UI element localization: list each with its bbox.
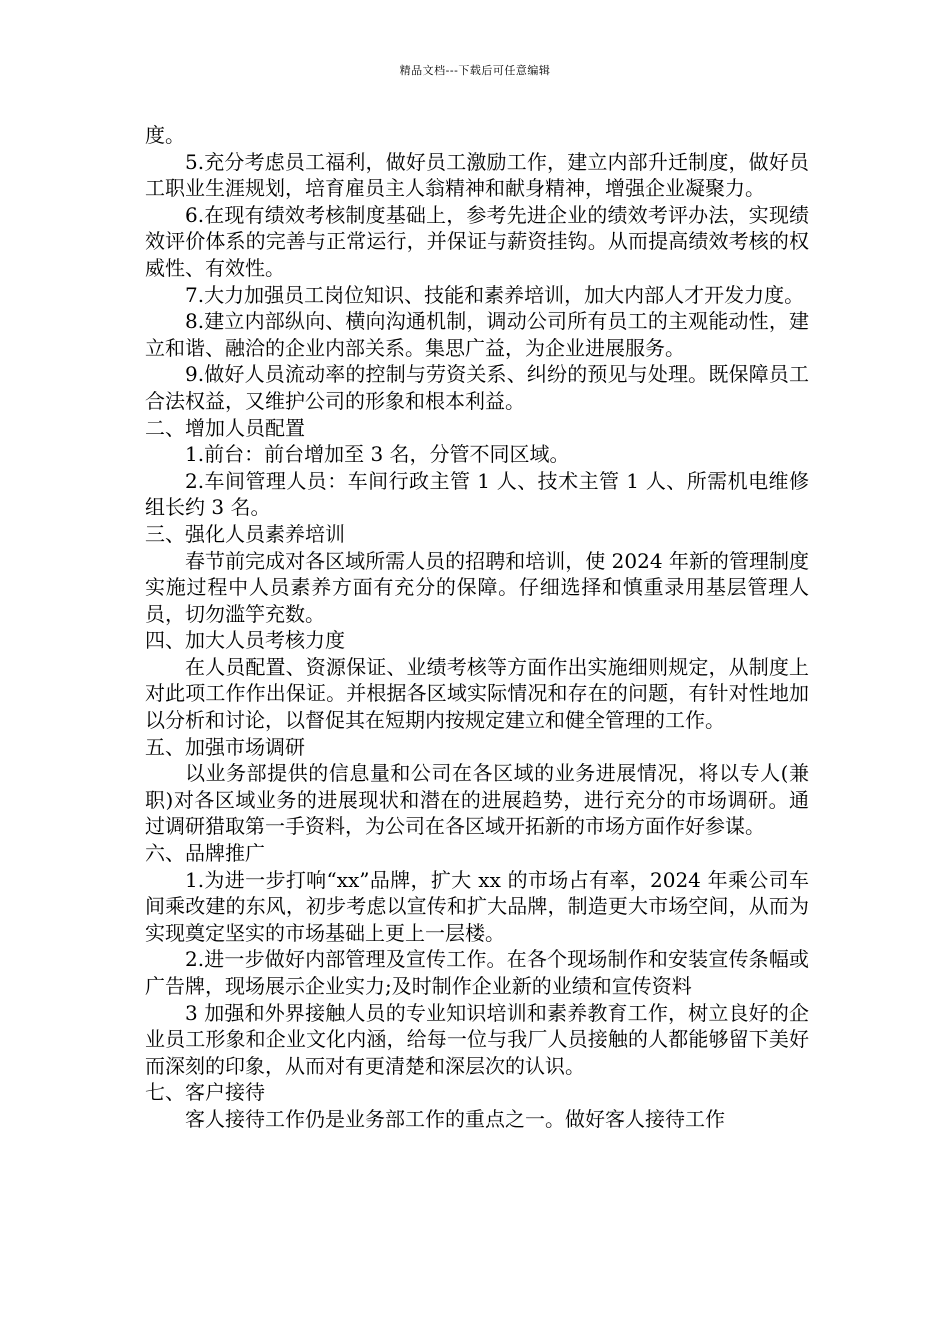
section-heading-6: 六、品牌推广 (145, 841, 265, 866)
section-heading-2: 二、增加人员配置 (145, 415, 305, 440)
paragraph-training: 春节前完成对各区域所需人员的招聘和培训，使 2024 年新的管理制度实施过程中人员素养方面有充分的保障。仔细选择和慎重录用基层管理人员，切勿滥竽充数。 (145, 548, 809, 626)
paragraph-workshop-staff: 2.车间管理人员：车间行政主管 1 人、技术主管 1 人、所需机电维修组长约 3 名。 (145, 468, 809, 520)
section-heading-3: 三、强化人员素养培训 (145, 521, 345, 546)
paragraph-continuation: 度。 (145, 123, 185, 147)
paragraph-brand-2: 2.进一步做好内部管理及宣传工作。在各个现场制作和安装宣传条幅或广告牌，现场展示企业实力;及时制作企业新的业绩和宣传资料 (145, 947, 809, 998)
page-header: 精品文档---下载后可任意编辑 (399, 64, 551, 77)
paragraph-reception: 客人接待工作仍是业务部工作的重点之一。做好客人接待工作 (185, 1106, 725, 1131)
paragraph-item-9: 9.做好人员流动率的控制与劳资关系、纠纷的预见与处理。既保障员工合法权益，又维护公司的形象和根本利益。 (145, 362, 809, 413)
section-heading-4: 四、加大人员考核力度 (145, 628, 345, 653)
document-body (145, 122, 809, 1133)
paragraph-assessment: 在人员配置、资源保证、业绩考核等方面作出实施细则规定，从制度上对此项工作作出保证。并根据各区域实际情况和存在的问题，有针对性地加以分析和讨论，以督促其在短期内按规定建立和健全管理的工作。 (145, 654, 809, 733)
paragraph-item-5: 5.充分考虑员工福利，做好员工激励工作，建立内部升迁制度，做好员工职业生涯规划，培育雇员主人翁精神和献身精神，增强企业凝聚力。 (145, 149, 809, 201)
paragraph-item-7: 7.大力加强员工岗位知识、技能和素养培训，加大内部人才开发力度。 (185, 282, 805, 307)
paragraph-item-8: 8.建立内部纵向、横向沟通机制，调动公司所有员工的主观能动性，建立和谐、融洽的企业内部关系。集思广益，为企业进展服务。 (145, 309, 809, 360)
paragraph-brand-1: 1.为进一步打响“xx”品牌，扩大 xx 的市场占有率，2024 年乘公司车间乘改建的东风，初步考虑以宣传和扩大品牌，制造更大市场空间，从而为实现奠定坚实的市场基础上更上一层楼。 (145, 867, 809, 945)
section-heading-7: 七、客户接待 (145, 1080, 265, 1105)
section-heading-5: 五、加强市场调研 (145, 734, 305, 759)
paragraph-front-desk: 1.前台：前台增加至 3 名，分管不同区域。 (185, 442, 570, 467)
paragraph-brand-3: 3 加强和外界接触人员的专业知识培训和素养教育工作，树立良好的企业员工形象和企业文化内涵，给每一位与我厂人员接触的人都能够留下美好而深刻的印象，从而对有更清楚和深层次的认识。 (145, 1000, 809, 1078)
paragraph-item-6: 6.在现有绩效考核制度基础上，参考先进企业的绩效考评办法，实现绩效评价体系的完善与正常运行，并保证与薪资挂钩。从而提高绩效考核的权威性、有效性。 (145, 202, 809, 280)
paragraph-market-research: 以业务部提供的信息量和公司在各区域的业务进展情况，将以专人(兼职)对各区域业务的进展现状和潜在的进展趋势，进行充分的市场调研。通过调研猎取第一手资料，为公司在各区域开拓新的市场方面作好参谋。 (145, 761, 809, 839)
